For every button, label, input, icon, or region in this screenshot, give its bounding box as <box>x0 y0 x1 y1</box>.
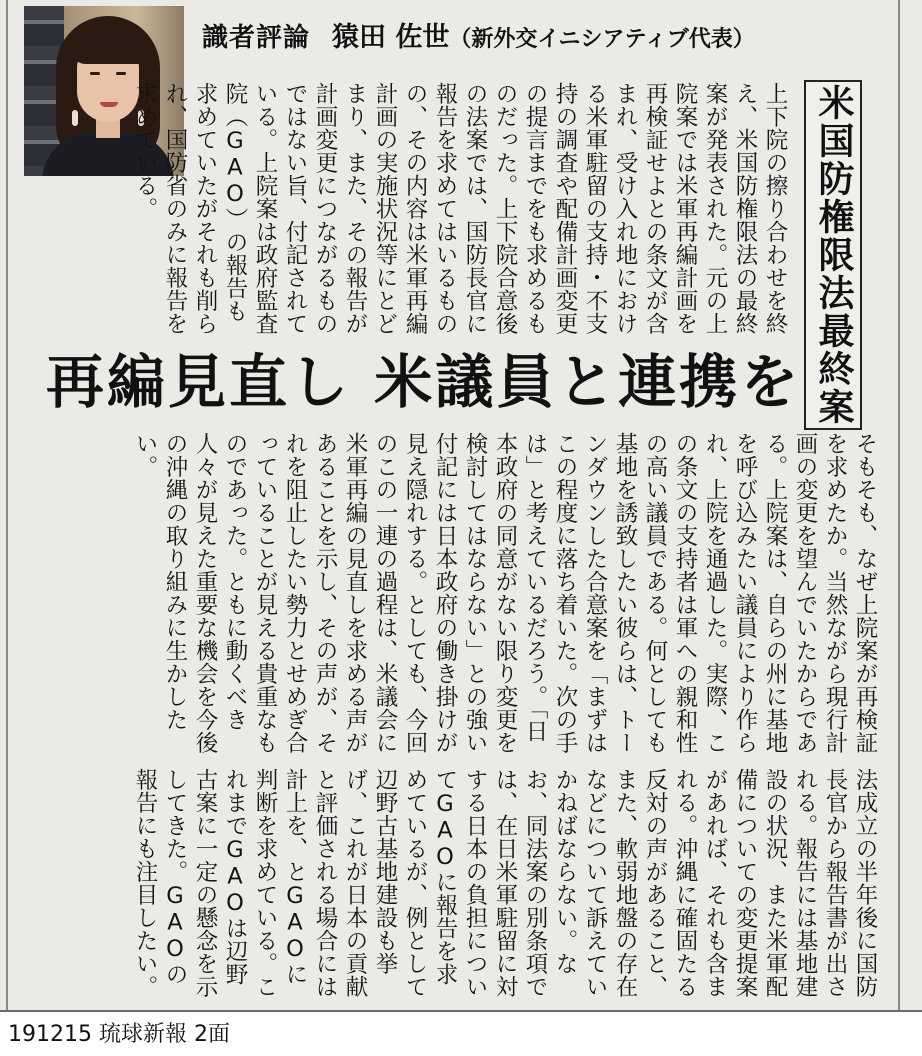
byline <box>202 18 892 58</box>
bottom-border-rule <box>0 1010 922 1012</box>
article-body-bottom: 法成立の半年後に国防長官から報告書が出される。報告には基地建設の状況、また米軍配備についての変更提案があれば、それも含まれる。沖縄に確固たる反対の声があること、また、軟弱地盤の存在などについて訴えていかねばならない。なお、同法案の別条項では、在日米軍駐留に対する日本の負担についてGAOに報告を求めているが、例として辺野古基地建設も挙げ、これが日本の貢献と評価される場合には計上を、とGAOに判断を求めている。これまでGAOは辺野古案に一定の懸念を示してきた。GAOの報告にも注目したい。 <box>132 768 878 998</box>
author-name: 猿田 佐世 <box>332 22 450 53</box>
right-border-rule <box>898 0 900 1010</box>
article-body-middle: そもそも、なぜ上院案が再検証を求めたか。当然ながら現行計画の変更を望んでいたからである。上院案は、自らの州に基地を呼び込みたい議員により作られ、上院を通過した。実際、この条文の支持者は軍への親和性の高い議員である。何としても基地を誘致したい彼らは、トーンダウンした合意案を「まずはこの程度に落ち着いた。次の手は」と考えているだろう。「日本政府の同意がない限り変更を検討してはならない」との強い付記には日本政府の働き掛けが見え隠れする。としても、今回のこの一連の過程は、米議会に米軍再編の見直しを求める声があることを示し、その声が、それを阻止したい勢力とせめぎ合っていることが見える貴重なものであった。ともに動くべき人々が見えた重要な機会を今後の沖縄の取り組みに生かしたい。 <box>132 432 878 754</box>
headline: 再編見直し 米議員と連携を <box>46 348 802 416</box>
byline-label: 識者評論 <box>202 23 311 53</box>
article-body-top: 上下院の擦り合わせを終え、米国防権限法の最終案が発表された。元の上院案では米軍再編計画を再検証せよとの条文が含まれ、受け入れ地における米軍駐留の支持・不支持の調査や配備計画変更の提言までをも求めるものだった。上下院合意後の法案では、国防長官に報告を求めてはいるものの、その内容は米軍再編計画の実施状況等にとどまり、また、その報告が計画変更につながるものではない旨、付記されている。上院案は政府監査院（GAO）の報告も求めていたがそれも削られ、国防省のみに報告を求めている。 <box>132 82 788 335</box>
left-border-rule <box>6 0 8 1010</box>
author-affiliation: （新外交イニシアティブ代表） <box>449 27 755 52</box>
subhead-box: 米国防権限法最終案 <box>804 80 862 430</box>
source-caption: 191215 琉球新報 2面 <box>8 1022 230 1047</box>
